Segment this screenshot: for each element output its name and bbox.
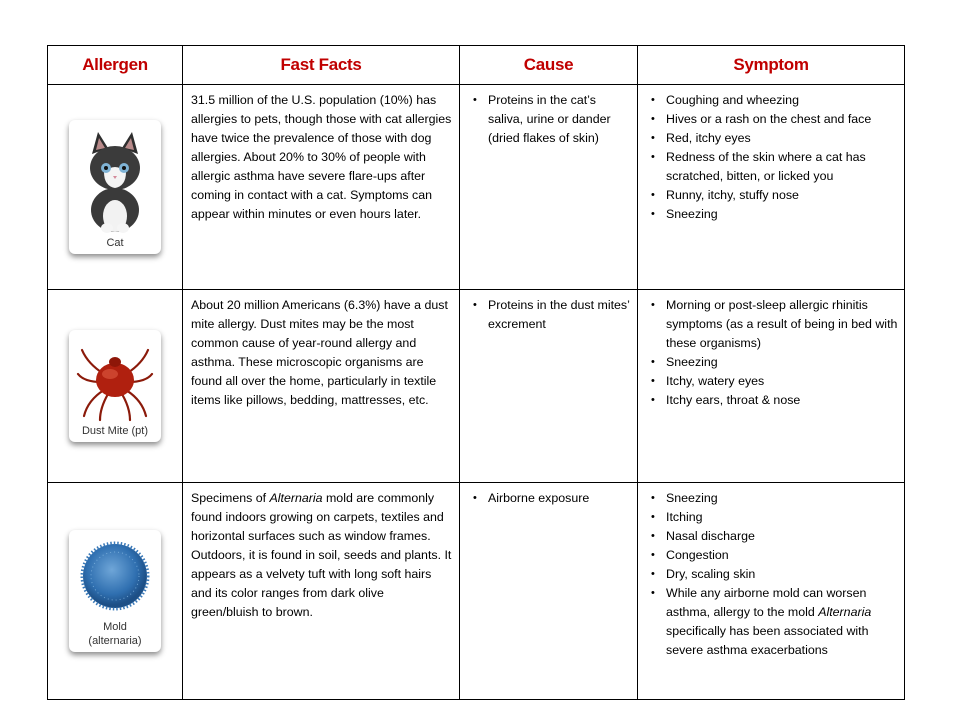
symptom-cell-mold [638, 483, 905, 700]
symptom-cell-dust-mite [638, 290, 905, 483]
allergen-cell-dust-mite [48, 290, 183, 483]
facts-text-genus: Alternaria [269, 491, 323, 505]
allergen-table [47, 45, 905, 700]
list-item: • Proteins in the dust mites’ excrement [488, 296, 633, 334]
list-item: • Runny, itchy, stuffy nose [666, 186, 900, 205]
cat-photo-icon [74, 124, 156, 234]
list-item: • Morning or post-sleep allergic rhinitis symptoms (as a result of being in bed with these organisms) [666, 296, 900, 353]
cat-image-card [69, 120, 161, 254]
mold-image-card [69, 530, 161, 652]
facts-cell-dust-mite: About 20 million Americans (6.3%) have a dust mite allergy. Dust mites may be the most common cause of year-round allergy and asthma. These microscopic organisms are found all over the home, particularly in textile items like pillows, bedding, mattresses, etc. [183, 290, 460, 483]
facts-cell-cat: 31.5 million of the U.S. population (10%) has allergies to pets, though those with cat allergies have twice the prevalence of those with dog allergies. About 20% to 30% of people with allergic asthma have severe flare-ups after coming in contact with a cat. Symptoms can appear within minutes or even hours later. [183, 85, 460, 290]
list-item: • Redness of the skin where a cat has scratched, bitten, or licked you [666, 148, 900, 186]
table-row-cat [48, 85, 905, 290]
list-item: • Airborne exposure [488, 489, 633, 508]
list-item: • Hives or a rash on the chest and face [666, 110, 900, 129]
cause-cell-mold [460, 483, 638, 700]
mold-photo-icon [74, 534, 156, 618]
table-row-mold [48, 483, 905, 700]
facts-text-pre: Specimens of [191, 491, 270, 505]
facts-cell-mold [183, 483, 460, 700]
symptom-text-pre: While any airborne mold can worsen asthma, allergy to the mold [666, 586, 867, 619]
dust-mite-image-caption: Dust Mite (pt) [81, 425, 148, 437]
list-item: • Sneezing [666, 489, 900, 508]
mold-image-caption-line2: (alternaria) [88, 635, 142, 647]
symptom-cell-cat [638, 85, 905, 290]
list-item: • Red, itchy eyes [666, 129, 900, 148]
list-item: • Coughing and wheezing [666, 91, 900, 110]
header-allergen: Allergen [48, 46, 183, 85]
cause-cell-cat [460, 85, 638, 290]
mold-image-caption-line1: Mold [103, 621, 127, 633]
header-row [48, 46, 905, 85]
list-item: • Sneezing [666, 353, 900, 372]
allergen-cell-cat [48, 85, 183, 290]
list-item: • Itchy ears, throat & nose [666, 391, 900, 410]
list-item: • Sneezing [666, 205, 900, 224]
header-fast-facts: Fast Facts [183, 46, 460, 85]
list-item: • Dry, scaling skin [666, 565, 900, 584]
list-item: • Itchy, watery eyes [666, 372, 900, 391]
header-cause: Cause [460, 46, 638, 85]
list-item [666, 584, 900, 660]
allergen-cell-mold [48, 483, 183, 700]
symptom-text-post: specifically has been associated with severe asthma exacerbations [666, 624, 869, 657]
list-item: • Nasal discharge [666, 527, 900, 546]
list-item: • Congestion [666, 546, 900, 565]
cat-image-caption: Cat [106, 237, 124, 249]
facts-text-post: mold are commonly found indoors growing on carpets, textiles and horizontal surfaces such as window frames. Outdoors, it is found in soil, seeds and plants. It appears as a velvety tuft with long soft hairs and its color ranges from dark olive green/bluish to brown. [191, 491, 452, 619]
table-row-dust-mite [48, 290, 905, 483]
symptom-text-genus: Alternaria [818, 605, 872, 619]
list-item: • Itching [666, 508, 900, 527]
list-item: • Proteins in the cat’s saliva, urine or dander (dried flakes of skin) [488, 91, 633, 148]
dust-mite-image-card [69, 330, 161, 442]
dust-mite-photo-icon [74, 334, 156, 422]
cause-cell-dust-mite [460, 290, 638, 483]
header-symptom: Symptom [638, 46, 905, 85]
